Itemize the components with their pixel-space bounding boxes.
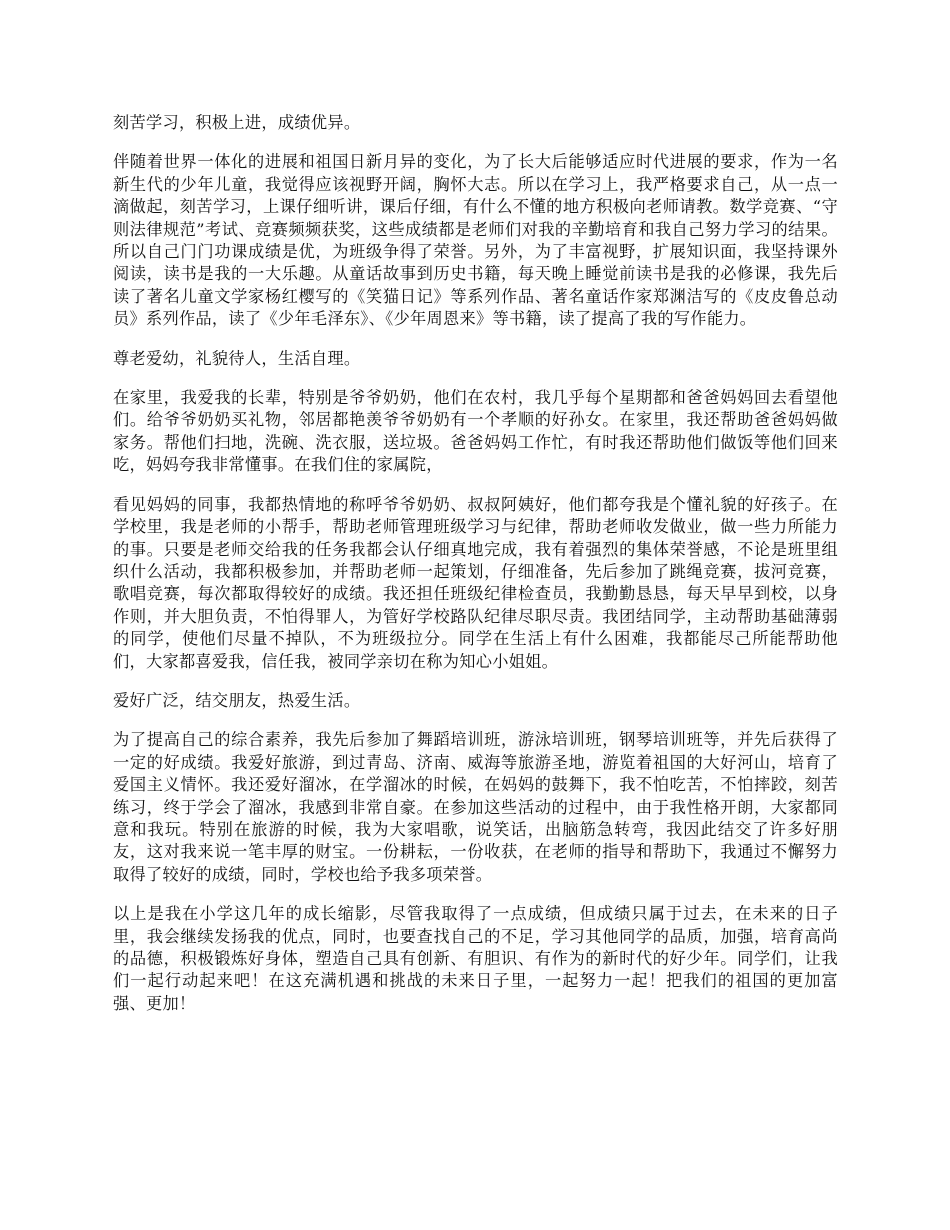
document-body xyxy=(113,112,838,1032)
paragraph-hobbies: 为了提高自己的综合素养，我先后参加了舞蹈培训班，游泳培训班，钢琴培训班等，并先后获得了一定的好成绩。我爱好旅游，到过青岛、济南、威海等旅游圣地，游览着祖国的大好河山，培育了爱国主义情怀。我还爱好溜冰，在学溜冰的时候，在妈妈的鼓舞下，我不怕吃苦，不怕摔跤，刻苦练习，终于学会了溜冰，我感到非常自豪。在参加这些活动的过程中，由于我性格开朗，大家都同意和我玩。特别在旅游的时候，我为大家唱歌，说笑话，出脑筋急转弯，我因此结交了许多好朋友，这对我来说一笔丰厚的财宝。一份耕耘，一份收获，在老师的指导和帮助下，我通过不懈努力取得了较好的成绩，同时，学校也给予我多项荣誉。 xyxy=(113,730,838,884)
paragraph-heading-study: 刻苦学习，积极上进，成绩优异。 xyxy=(113,113,361,132)
paragraph-heading-hobbies: 爱好广泛，结交朋友，热爱生活。 xyxy=(113,690,361,710)
paragraph-school: 看见妈妈的同事，我都热情地的称呼爷爷奶奶、叔叔阿姨好，他们都夸我是个懂礼貌的好孩子。在学校里，我是老师的小帮手，帮助老师管理班级学习与纪律，帮助老师收发做业，做一些力所能力的事。只要是老师交给我的任务我都会认仔细真地完成，我有着强烈的集体荣誉感，不论是班里组织什么活动，我都积极参加，并帮助老师一起策划，仔细准备，先后参加了跳绳竞赛，拔河竞赛，歌唱竞赛，每次都取得较好的成绩。我还担任班级纪律检查员，我勤勤恳恳，每天早早到校，以身作则，并大胆负责，不怕得罪人，为管好学校路队纪律尽职尽责。我团结同学，主动帮助基础薄弱的同学，使他们尽量不掉队，不为班级拉分。同学在生活上有什么困难，我都能尽己所能帮助他们，大家都喜爱我，信任我，被同学亲切在称为知心小姐姐。 xyxy=(113,494,838,671)
paragraph-heading-respect: 尊老爱幼，礼貌待人，生活自理。 xyxy=(113,348,361,368)
paragraph-family: 在家里，我爱我的长辈，特别是爷爷奶奶，他们在农村，我几乎每个星期都和爸爸妈妈回去看望他们。给爷爷奶奶买礼物，邻居都艳羡爷爷奶奶有一个孝顺的好孙女。在家里，我还帮助爸爸妈妈做家务。帮他们扫地，洗碗、洗衣服，送垃圾。爸爸妈妈工作忙，有时我还帮助他们做饭等他们回来吃，妈妈夸我非常懂事。在我们住的家属院， xyxy=(113,388,838,475)
paragraph-study-details: 伴随着世界一体化的进展和祖国日新月异的变化，为了长大后能够适应时代进展的要求，作为一名新生代的少年儿童，我觉得应该视野开阔，胸怀大志。所以在学习上，我严格要求自己，从一点一滴做起，刻苦学习，上课仔细听讲，课后仔细，有什么不懂的地方积极向老师请教。数学竞赛、“守则法律规范”考试、竞赛频频获奖，这些成绩都是老师们对我的辛勤培育和我自己努力学习的结果。所以自己门门功课成绩是优，为班级争得了荣誉。另外，为了丰富视野，扩展知识面，我坚持课外阅读，读书是我的一大乐趣。从童话故事到历史书籍，每天晚上睡觉前读书是我的必修课，我先后读了著名儿童文学家杨红樱写的《笑猫日记》等系列作品、著名童话作家郑渊洁写的《皮皮鲁总动员》系列作品，读了《少年毛泽东》、《少年周恩来》等书籍，读了提高了我的写作能力。 xyxy=(113,152,838,329)
paragraph-conclusion: 以上是我在小学这几年的成长缩影，尽管我取得了一点成绩，但成绩只属于过去，在未来的日子里，我会继续发扬我的优点，同时，也要查找自己的不足，学习其他同学的品质，加强，培育高尚的品德，积极锻炼好身体，塑造自己具有创新、有胆识、有作为的新时代的好少年。同学们，让我们一起行动起来吧！在这充满机遇和挑战的未来日子里，一起努力一起！把我们的祖国的更加富强、更加！ xyxy=(113,904,838,1013)
